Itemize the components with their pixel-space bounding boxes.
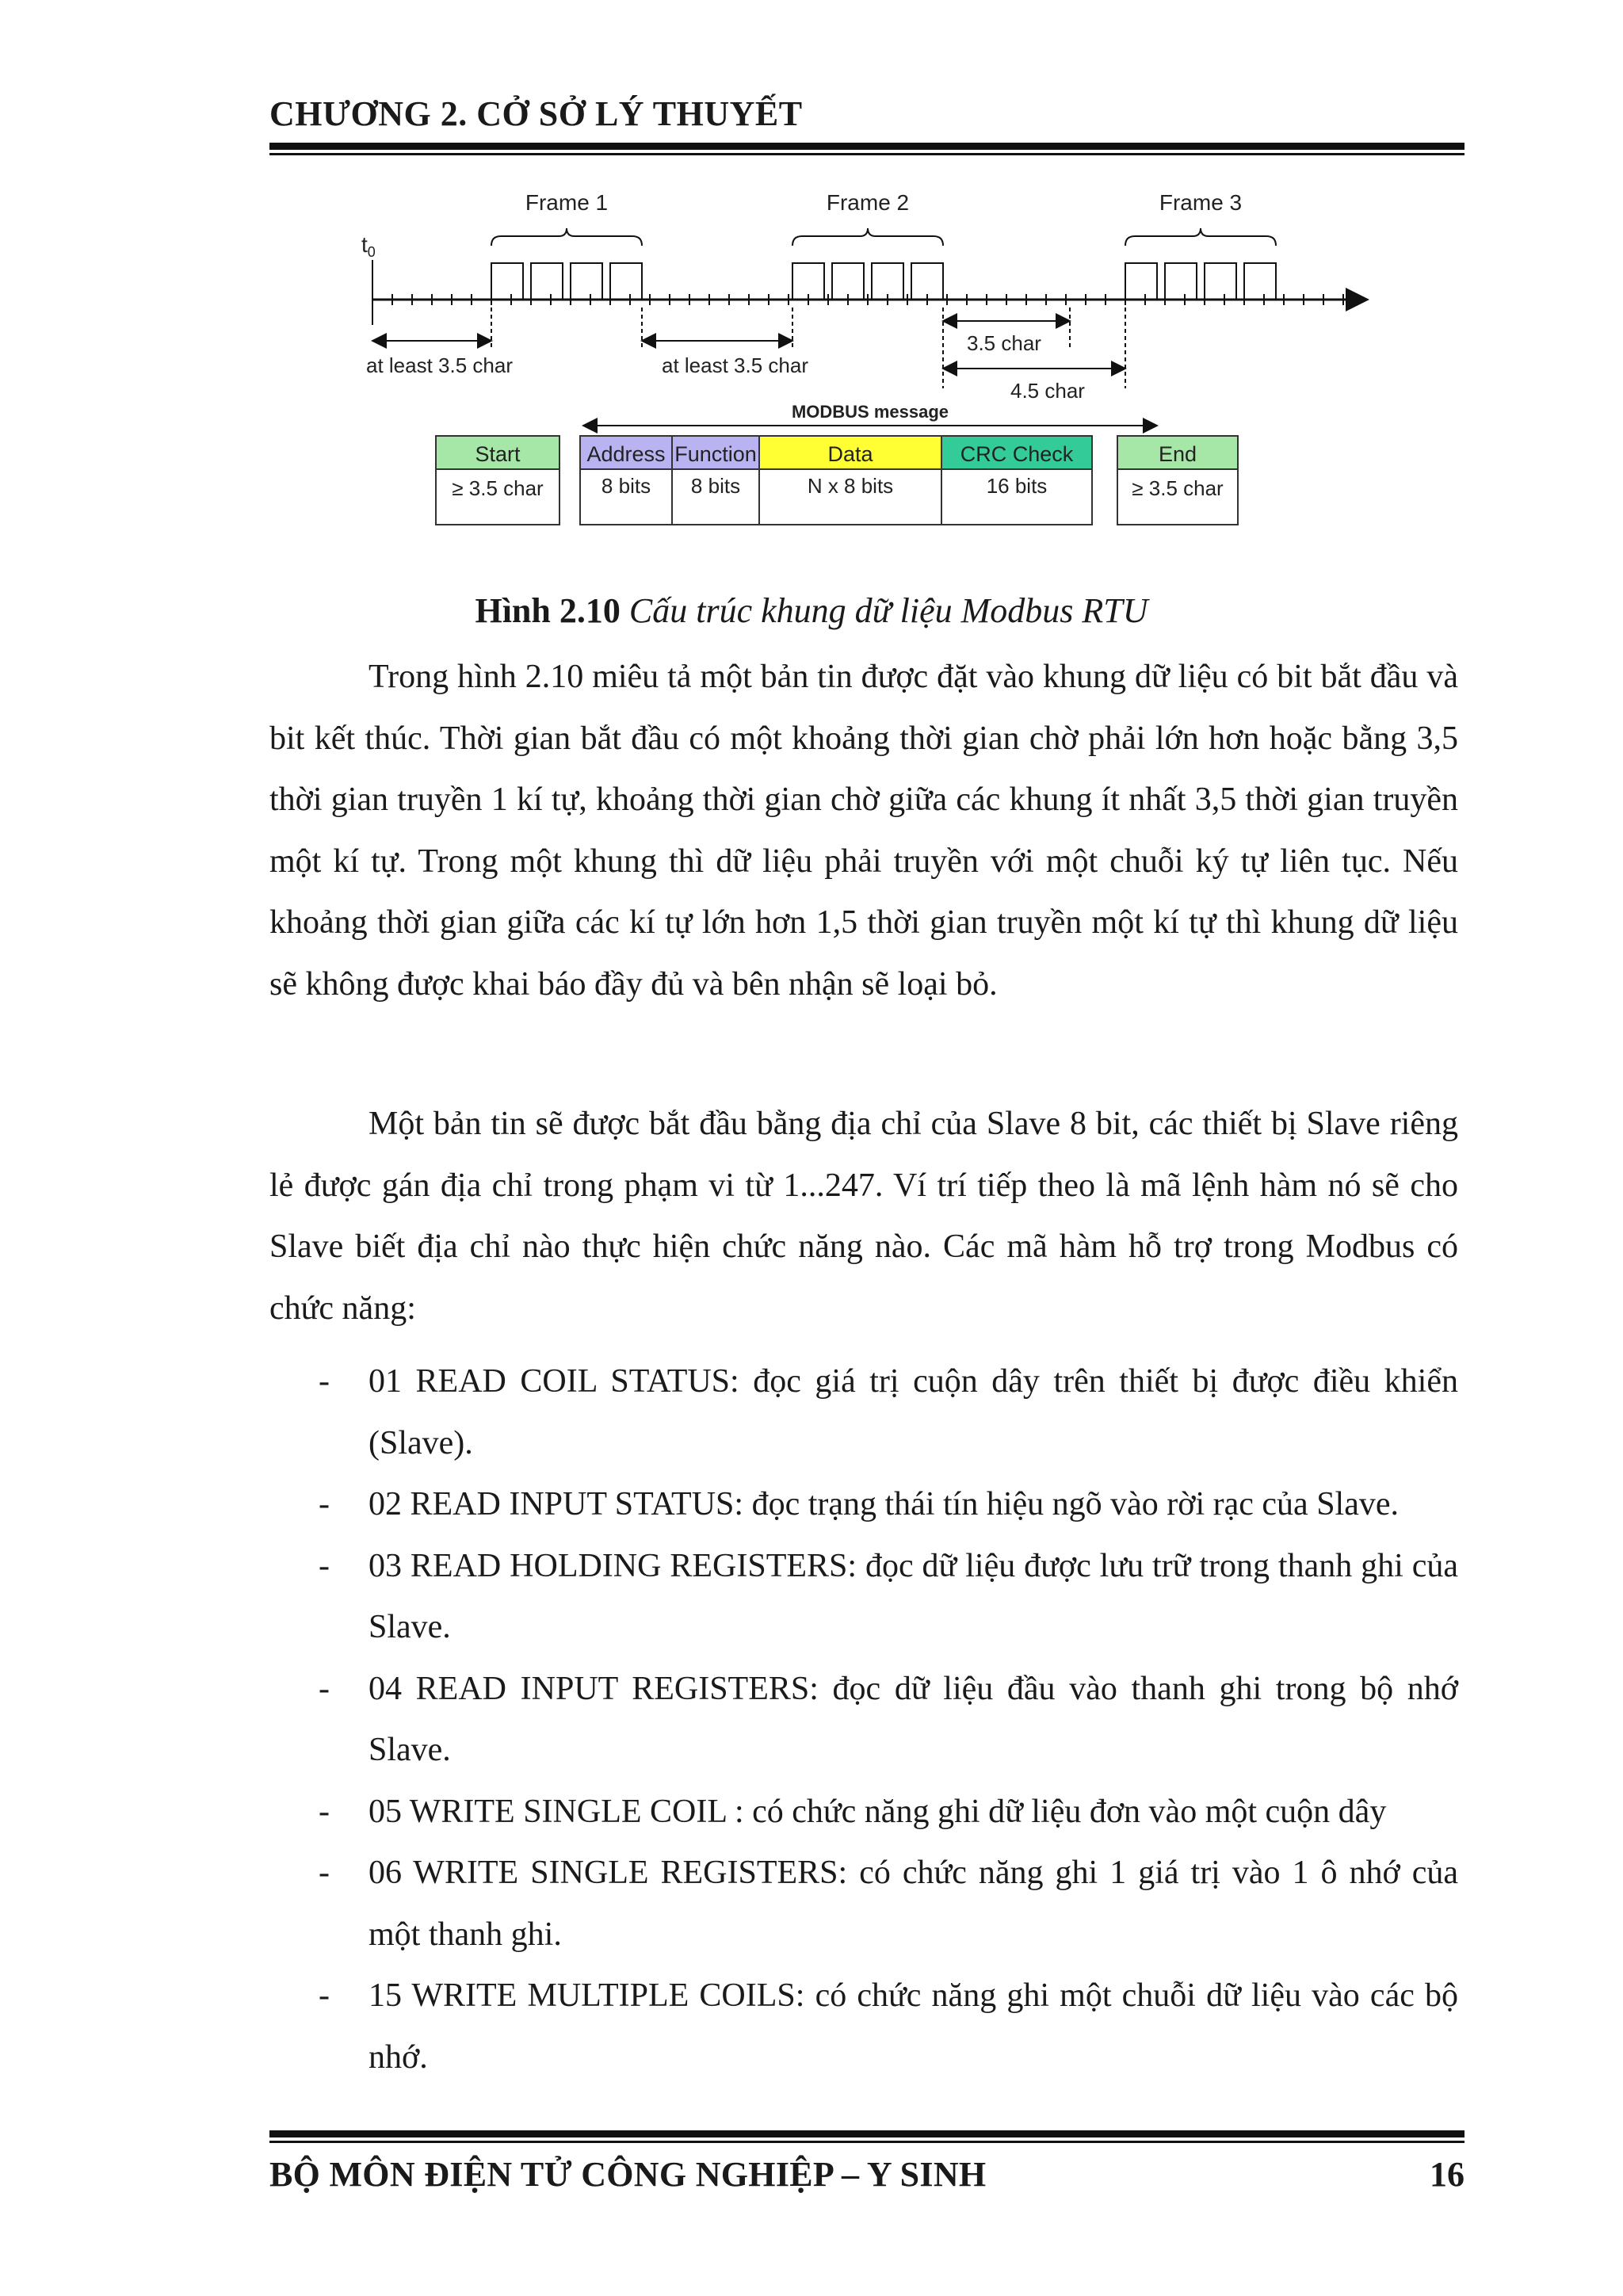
- char-45-label: 4.5 char: [1010, 379, 1085, 403]
- list-dash: -: [319, 1793, 330, 1830]
- paragraph-1: Trong hình 2.10 miêu tả một bản tin được đặt vào khung dữ liệu có bit bắt đầu và bit kết thúc. Thời gian bắt đầu có một khoảng thời gian chờ phải lớn hơn hoặc bằng 3,5 thời gian truyền 1 kí tự, khoảng thời gian chờ giữa các khung ít nhất 3,5 thời gian truyền một kí tự. Trong một khung thì dữ liệu phải truyền với một chuỗi ký tự liên tục. Nếu khoảng thời gian giữa các kí tự lớn hơn 1,5 thời gian truyền một kí tự thì khung dữ liệu sẽ không được khai báo đầy đủ và bên nhận sẽ loại bỏ.: [269, 659, 1458, 1003]
- list-item: [269, 1843, 1458, 1966]
- page-number: 16: [1430, 2155, 1465, 2194]
- svg-text:8 bits: 8 bits: [690, 474, 741, 498]
- frame-1-pulses: [491, 263, 642, 300]
- modbus-rtu-frame-diagram: [333, 174, 1379, 555]
- frame-1-label: Frame 1: [525, 190, 609, 215]
- svg-text:16 bits: 16 bits: [986, 474, 1048, 498]
- field-address: [580, 436, 672, 525]
- char-35-label: 3.5 char: [967, 331, 1041, 355]
- list-item-text: 02 READ INPUT STATUS: đọc trạng thái tín hiệu ngõ vào rời rạc của Slave.: [369, 1486, 1400, 1522]
- header-rule-thin: [269, 153, 1465, 155]
- list-dash: -: [319, 1486, 330, 1522]
- list-dash: -: [319, 1547, 330, 1584]
- list-dash: -: [319, 1977, 330, 2014]
- list-dash: -: [319, 1363, 330, 1400]
- frame-3-label: Frame 3: [1159, 190, 1243, 215]
- paragraph-2: Một bản tin sẽ được bắt đầu bằng địa chỉ của Slave 8 bit, các thiết bị Slave riêng lẻ được gán địa chỉ trong phạm vi từ 1...247. Ví trí tiếp theo là mã lệnh hàm nó sẽ cho Slave biết địa chỉ nào thực hiện chức năng nào. Các mã hàm hỗ trợ trong Modbus có chức năng:: [269, 1106, 1458, 1327]
- list-item-text: 15 WRITE MULTIPLE COILS: có chức năng ghi một chuỗi dữ liệu vào các bộ nhớ.: [369, 1977, 1458, 2076]
- frame-3-pulses: [1125, 263, 1276, 300]
- field-data: [759, 436, 941, 525]
- list-dash: -: [319, 1855, 330, 1891]
- list-item-text: 06 WRITE SINGLE REGISTERS: có chức năng ghi 1 giá trị vào 1 ô nhớ của một thanh ghi.: [369, 1855, 1458, 1953]
- figure-caption: [0, 590, 1623, 631]
- svg-text:≥ 3.5 char: ≥ 3.5 char: [1132, 476, 1224, 500]
- list-item-text: 03 READ HOLDING REGISTERS: đọc dữ liệu được lưu trữ trong thanh ghi của Slave.: [369, 1547, 1458, 1645]
- frame-1-brace: [491, 228, 642, 246]
- field-crc-check: [941, 436, 1092, 525]
- svg-text:Address: Address: [586, 442, 666, 466]
- field-end: [1117, 436, 1238, 525]
- function-code-list: [269, 1351, 1458, 2088]
- list-item: [269, 1966, 1458, 2088]
- svg-text:≥ 3.5 char: ≥ 3.5 char: [452, 476, 544, 500]
- svg-text:End: End: [1158, 442, 1197, 466]
- gap-1-label: at least 3.5 char: [366, 353, 513, 377]
- footer-department: BỘ MÔN ĐIỆN TỬ CÔNG NGHIỆP – Y SINH: [269, 2155, 987, 2194]
- list-item-text: 05 WRITE SINGLE COIL : có chức năng ghi dữ liệu đơn vào một cuộn dây: [369, 1793, 1387, 1830]
- gap-2-label: at least 3.5 char: [662, 353, 808, 377]
- modbus-message-label: MODBUS message: [791, 402, 949, 422]
- field-function: [672, 436, 759, 525]
- t0-label: $t_0$: [361, 232, 376, 260]
- list-dash: -: [319, 1670, 330, 1707]
- header-rule-thick: [269, 143, 1465, 150]
- field-start: [436, 436, 559, 525]
- frame-2-brace: [792, 228, 943, 246]
- list-item: [269, 1659, 1458, 1782]
- frame-3-brace: [1125, 228, 1276, 246]
- list-item: [269, 1474, 1458, 1536]
- footer-rule-thin: [269, 2141, 1465, 2143]
- svg-text:Function: Function: [674, 442, 757, 466]
- list-item: [269, 1536, 1458, 1659]
- svg-text:8 bits: 8 bits: [601, 474, 651, 498]
- chapter-header: CHƯƠNG 2. CỞ SỞ LÝ THUYẾT: [269, 94, 803, 133]
- svg-text:Start: Start: [475, 442, 521, 466]
- svg-text:N x 8 bits: N x 8 bits: [807, 474, 894, 498]
- frame-2-label: Frame 2: [826, 190, 910, 215]
- svg-text:Data: Data: [827, 442, 873, 466]
- caption-text: Cấu trúc khung dữ liệu Modbus RTU: [628, 591, 1148, 630]
- footer-rule-thick: [269, 2130, 1465, 2137]
- list-item: [269, 1351, 1458, 1474]
- list-item-text: 04 READ INPUT REGISTERS: đọc dữ liệu đầu vào thanh ghi trong bộ nhớ Slave.: [369, 1670, 1458, 1768]
- svg-text:CRC Check: CRC Check: [960, 442, 1074, 466]
- caption-label: Hình 2.10: [475, 591, 621, 630]
- list-item-text: 01 READ COIL STATUS: đọc giá trị cuộn dây trên thiết bị được điều khiển (Slave).: [369, 1363, 1458, 1461]
- list-item: [269, 1782, 1458, 1843]
